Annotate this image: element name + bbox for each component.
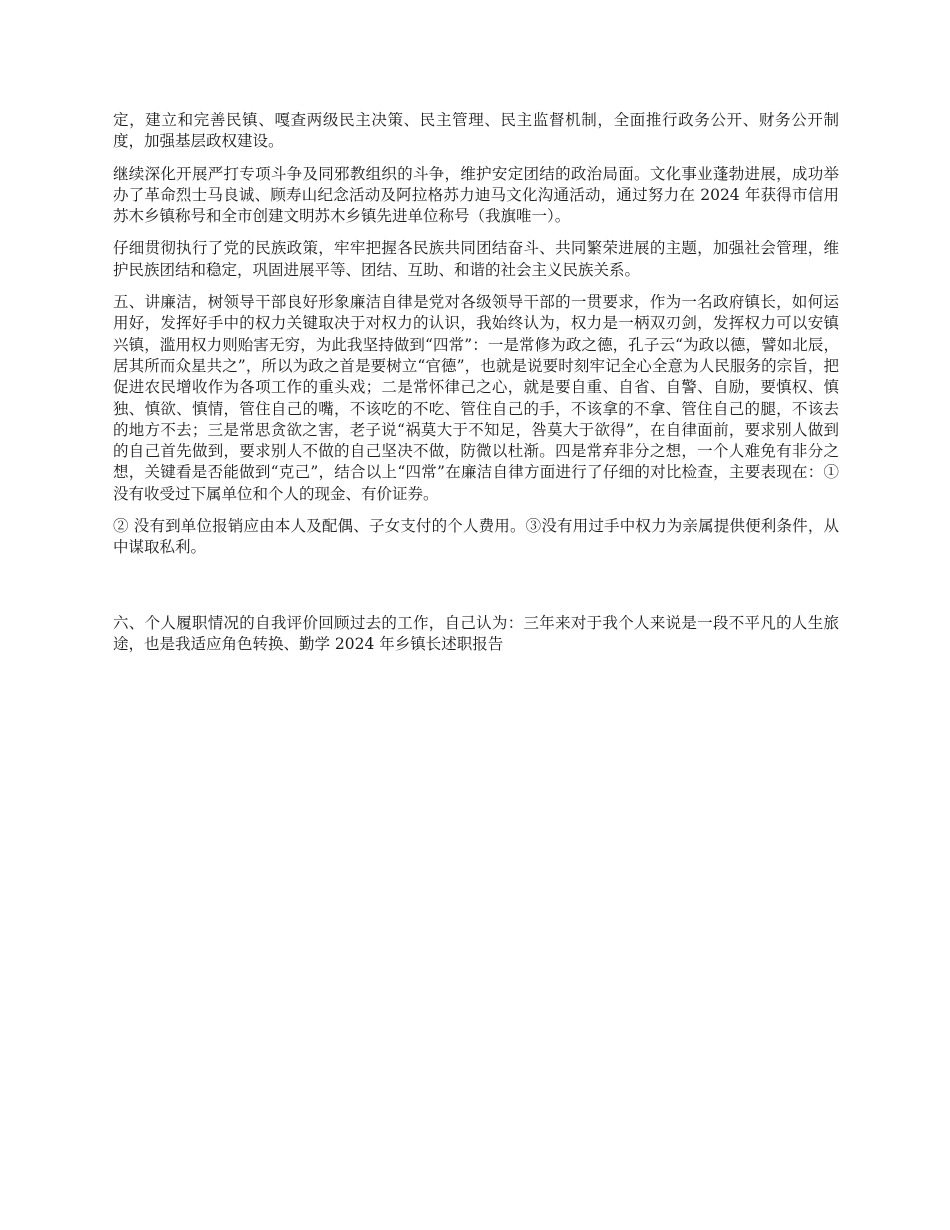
- paragraph-integrity: 五、讲廉洁，树领导干部良好形象廉洁自律是党对各级领导干部的一贯要求，作为一名政府镇长，如何运用好，发挥好手中的权力关键取决于对权力的认识，我始终认为，权力是一柄双刃剑，发挥权力可以安镇兴镇，滥用权力则贻害无穷，为此我坚持做到“四常”：一是常修为政之德，孔子云“为政以德，譬如北辰，居其所而众星共之”，所以为政之首是要树立“官德”，也就是说要时刻牢记全心全意为人民服务的宗旨，把促进农民增收作为各项工作的重头戏；二是常怀律己之心，就是要自重、自省、自警、自励，要慎权、慎独、慎欲、慎情，管住自己的嘴，不该吃的不吃、管住自己的手，不该拿的不拿、管住自己的腿，不该去的地方不去；三是常思贪欲之害，老子说“祸莫大于不知足，咎莫大于欲得”，在自律面前，要求别人做到的自己首先做到，要求别人不做的自己坚决不做，防微以杜渐。四是常弃非分之想，一个人难免有非分之想，关键看是否能做到“克己”，结合以上“四常”在廉洁自律方面进行了仔细的对比检查，主要表现在：①没有收受过下属单位和个人的现金、有价证券。: [113, 293, 839, 503]
- paragraph-stability-culture: 继续深化开展严打专项斗争及同邪教组织的斗争，维护安定团结的政治局面。文化事业蓬勃进展，成功举办了革命烈士马良诚、顾寿山纪念活动及阿拉格苏力迪马文化沟通活动，通过努力在 2024 年获得市信用苏木乡镇称号和全市创建文明苏木乡镇先进单位称号（我旗唯一）。: [113, 164, 839, 226]
- document-body: [113, 110, 839, 666]
- paragraph-ethnic-policy: 仔细贯彻执行了党的民族政策，牢牢把握各民族共同团结奋斗、共同繁荣进展的主题，加强社会管理，维护民族团结和稳定，巩固进展平等、团结、互助、和谐的社会主义民族关系。: [113, 239, 839, 279]
- paragraph-self-evaluation: 六、个人履职情况的自我评价回顾过去的工作，自己认为：三年来对于我个人来说是一段不平凡的人生旅途，也是我适应角色转换、勤学 2024 年乡镇长述职报告: [113, 613, 839, 653]
- paragraph-expenses: ② 没有到单位报销应由本人及配偶、子女支付的个人费用。③没有用过手中权力为亲属提供便利条件，从中谋取私利。: [113, 517, 839, 557]
- blank-spacer: [113, 570, 839, 613]
- paragraph-democratic-management: 定，建立和完善民镇、嘎查两级民主决策、民主管理、民主监督机制，全面推行政务公开、财务公开制度，加强基层政权建设。: [113, 111, 839, 151]
